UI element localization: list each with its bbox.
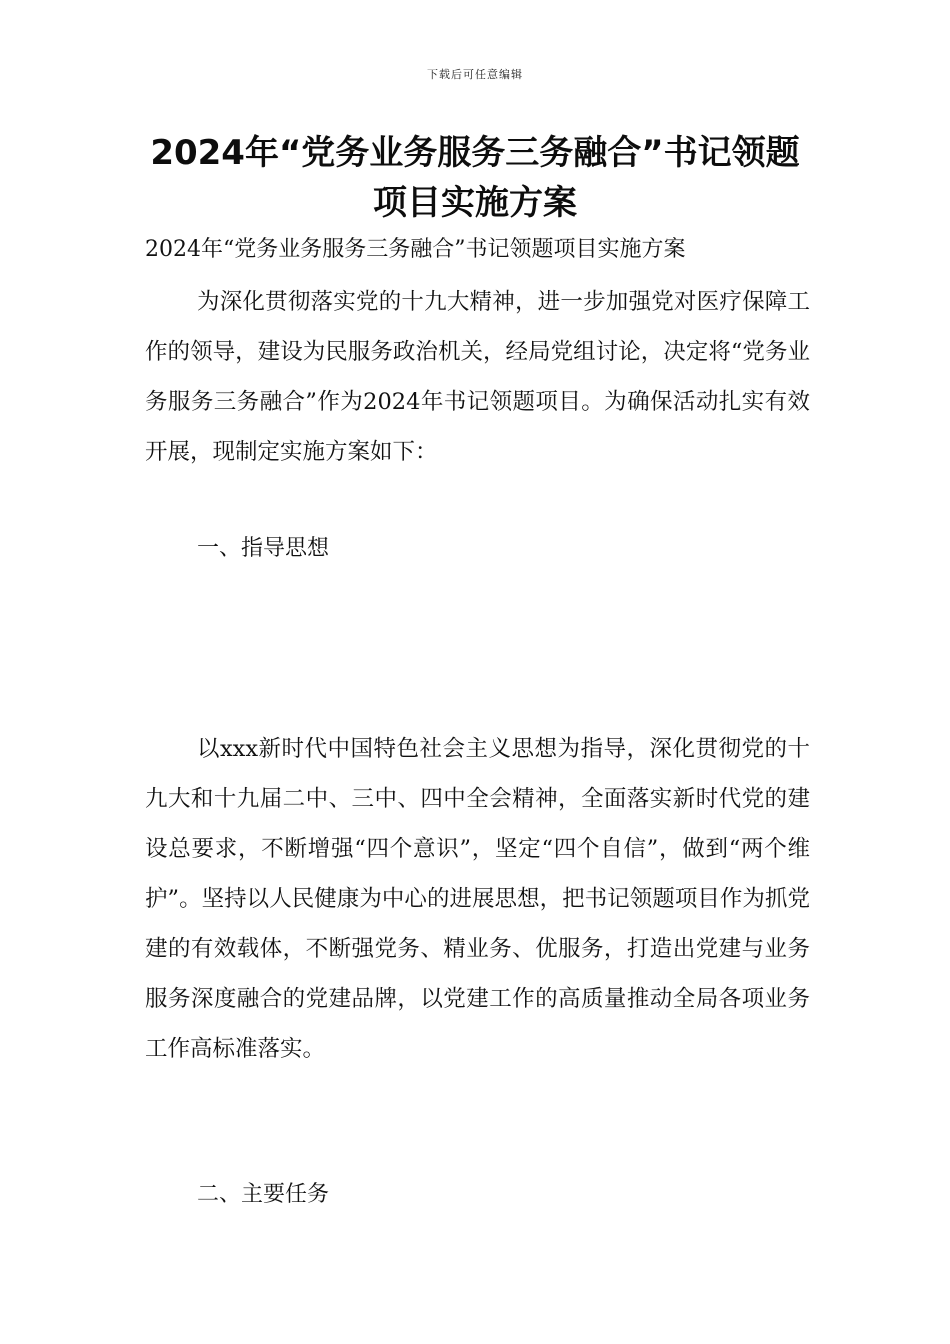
document-subtitle: 2024年“党务业务服务三务融合”书记领题项目实施方案 (145, 237, 686, 262)
section-heading-guiding-ideology: 一、指导思想 (197, 536, 330, 561)
document-title: 2024年“党务业务服务三务融合”书记领题项目实施方案 (150, 133, 800, 223)
intro-paragraph: 为深化贯彻落实党的十九大精神，进一步加强党对医疗保障工作的领导，建设为民服务政治机关，经局党组讨论，决定将“党务业务服务三务融合”作为2024年书记领题项目。为确保活动扎实有效开展，现制定实施方案如下： (145, 289, 810, 465)
page-header-note: 下载后可任意编辑 (427, 68, 523, 81)
section-body-guiding-ideology: 以xxx新时代中国特色社会主义思想为指导，深化贯彻党的十九大和十九届二中、三中、四中全会精神，全面落实新时代党的建设总要求，不断增强“四个意识”，坚定“四个自信”，做到“两个维护”。坚持以人民健康为中心的进展思想，把书记领题项目作为抓党建的有效载体，不断强党务、精业务、优服务，打造出党建与业务服务深度融合的党建品牌，以党建工作的高质量推动全局各项业务工作高标准落实。 (145, 736, 810, 1062)
section-heading-main-tasks: 二、主要任务 (197, 1182, 330, 1207)
